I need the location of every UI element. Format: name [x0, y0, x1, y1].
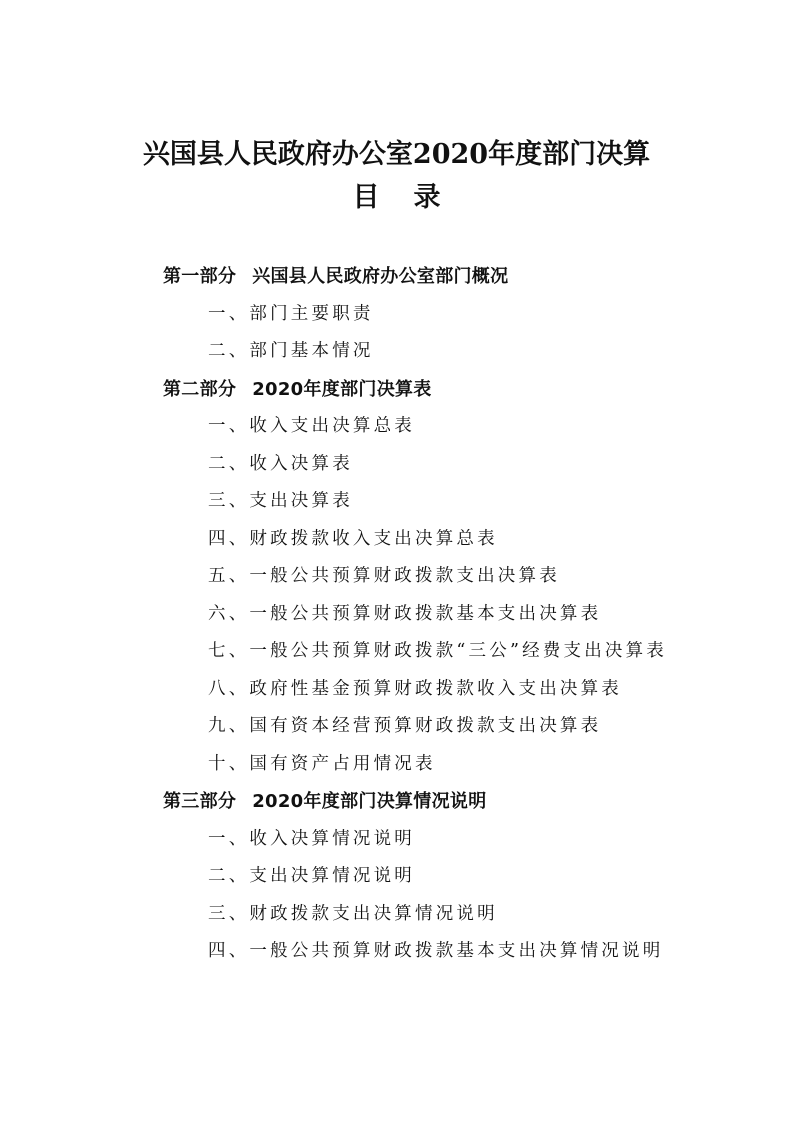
document-title: 兴国县人民政府办公室2020年度部门决算: [142, 139, 651, 170]
toc-part-1-title: 兴国县人民政府办公室部门概况: [252, 266, 509, 287]
toc-item: 五、一般公共预算财政拨款支出决算表: [208, 566, 560, 586]
toc-part-1: [163, 258, 683, 296]
toc-part-3-label: 第三部分: [163, 791, 237, 812]
subtitle-char-lu: 录: [413, 182, 441, 213]
subtitle-char-mu: 目: [352, 182, 380, 213]
toc-item: 六、一般公共预算财政拨款基本支出决算表: [208, 603, 602, 624]
toc-part-2-label: 第二部分: [163, 378, 237, 400]
toc-item: 七、一般公共预算财政拨款“三公”经费支出决算表: [208, 641, 667, 661]
toc-part-3-title: 2020年度部门决算情况说明: [252, 791, 487, 812]
toc-item: 二、部门基本情况: [208, 341, 374, 361]
toc-item: 八、政府性基金预算财政拨款收入支出决算表: [208, 678, 622, 699]
table-of-contents: [163, 258, 683, 971]
toc-item: 四、一般公共预算财政拨款基本支出决算情况说明: [208, 941, 664, 961]
toc-item: 二、支出决算情况说明: [208, 866, 415, 886]
toc-part-2-title: 2020年度部门决算表: [252, 378, 432, 400]
toc-item: 九、国有资本经营预算财政拨款支出决算表: [208, 716, 602, 736]
toc-part-2: [163, 371, 683, 409]
toc-item: 一、部门主要职责: [208, 303, 374, 324]
toc-part-1-label: 第一部分: [163, 266, 237, 287]
toc-item: 一、收入决算情况说明: [208, 828, 415, 849]
toc-item: 十、国有资产占用情况表: [208, 753, 436, 774]
toc-item: 二、收入决算表: [208, 453, 353, 474]
toc-part-3: [163, 783, 683, 821]
toc-item: 三、支出决算表: [208, 491, 353, 511]
toc-item: 三、财政拨款支出决算情况说明: [208, 903, 498, 924]
toc-item: 四、财政拨款收入支出决算总表: [208, 528, 498, 549]
toc-item: 一、收入支出决算总表: [208, 416, 415, 436]
document-subtitle: [0, 181, 793, 215]
